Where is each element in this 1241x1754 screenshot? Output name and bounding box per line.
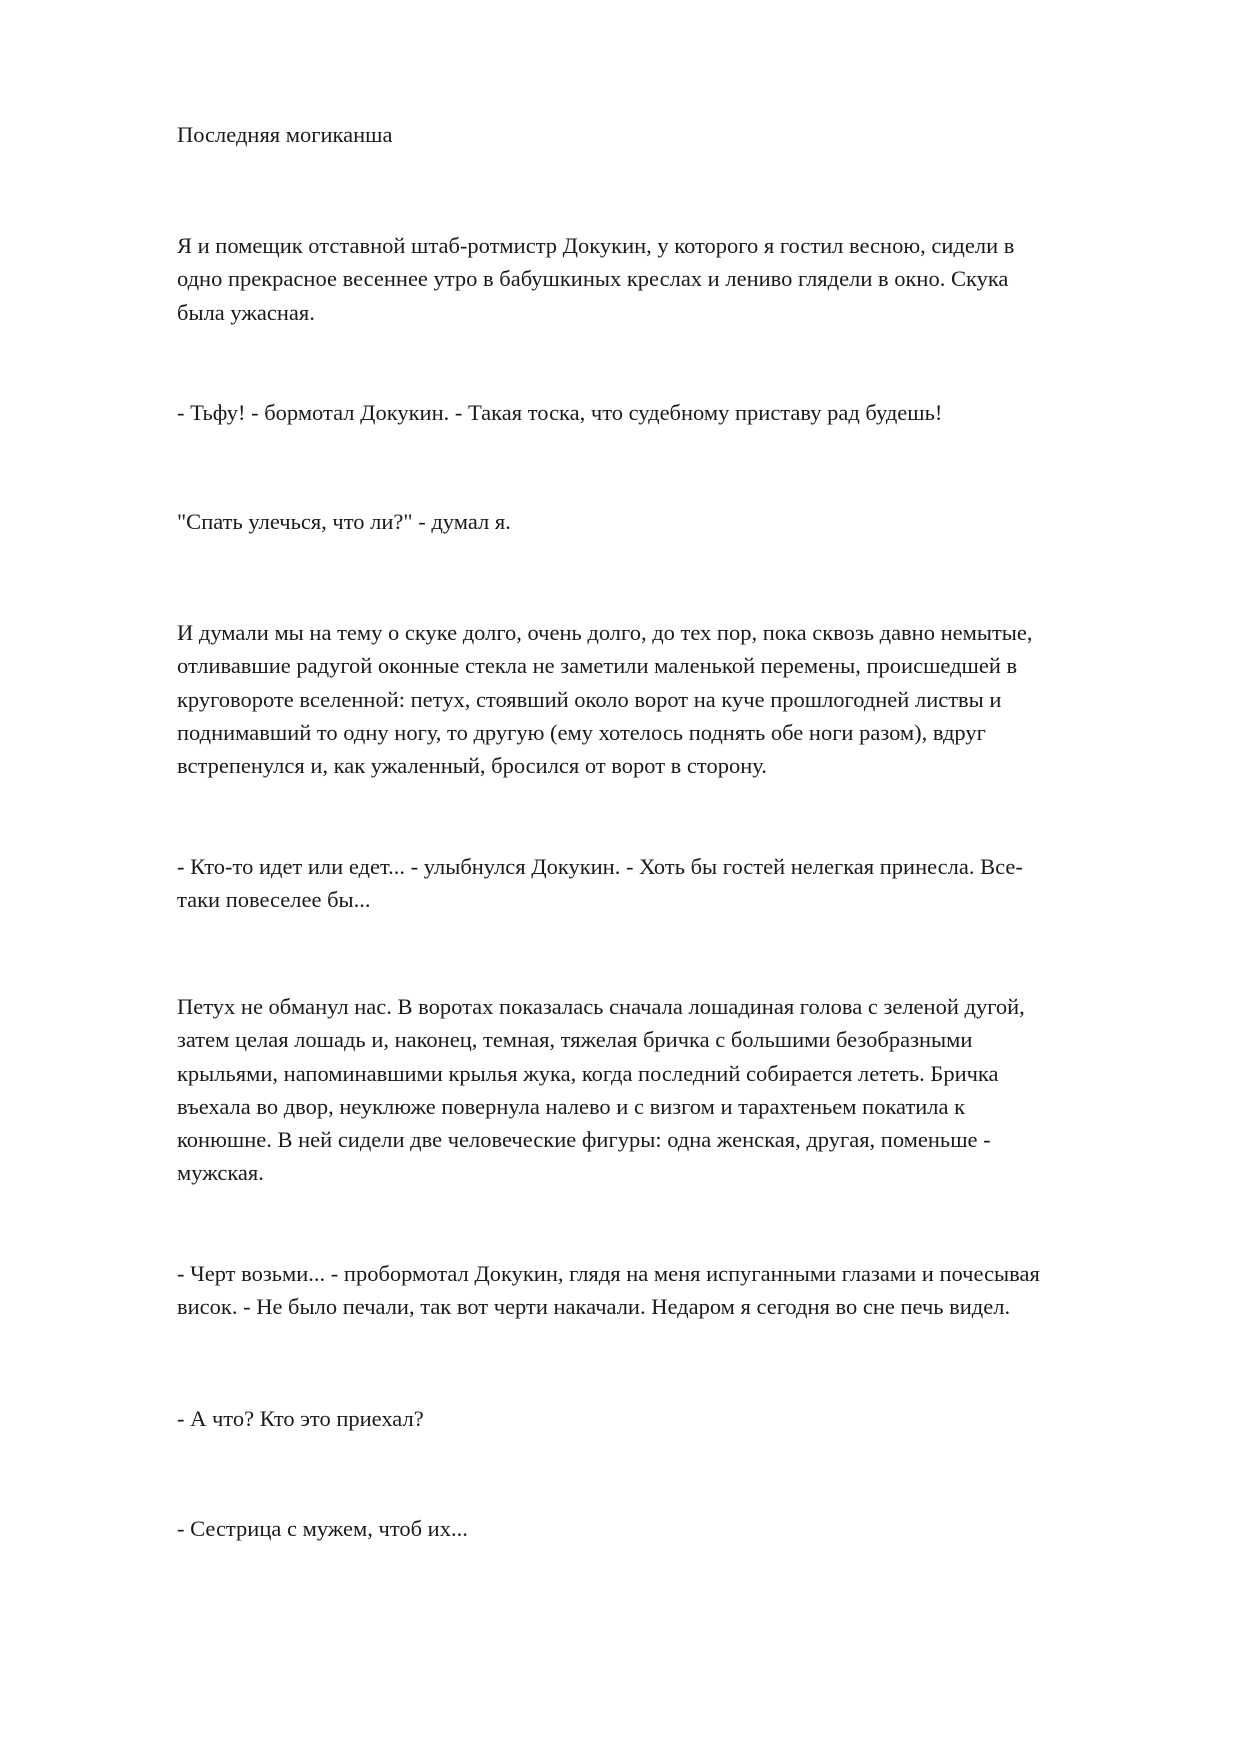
- document-title: Последняя могиканша: [177, 122, 393, 147]
- paragraph-8: - А что? Кто это приехал?: [177, 1406, 424, 1431]
- paragraph-5: - Кто-то идет или едет... - улыбнулся Докукин. - Хоть бы гостей нелегкая принесла. Все- таки повеселее бы...: [177, 854, 1023, 913]
- paragraph-6: Петух не обманул нас. В воротах показалась сначала лошадиная голова с зеленой дугой, затем целая лошадь и, наконец, темная, тяжелая бричка с большими безобразными крыльями, напоминавшими крылья жука, когда последний собирается лететь. Бричка въехала во двор, неуклюже повернула налево и с визгом и тарахтеньем покатила к конюшне. В ней сидели две человеческие фигуры: одна женская, другая, поменьше - мужская.: [177, 994, 1025, 1186]
- paragraph-2: - Тьфу! - бормотал Докукин. - Такая тоска, что судебному приставу рад будешь!: [177, 400, 943, 425]
- paragraph-7: - Черт возьми... - пробормотал Докукин, глядя на меня испуганными глазами и почесывая висок. - Не было печали, так вот черти накачали. Недаром я сегодня во сне печь видел.: [177, 1261, 1040, 1320]
- paragraph-9: - Сестрица с мужем, чтоб их...: [177, 1516, 468, 1541]
- paragraph-4: И думали мы на тему о скуке долго, очень долго, до тех пор, пока сквозь давно немытые, отливавшие радугой оконные стекла не заметили маленькой перемены, происшедшей в круговороте вселенной: петух, стоявший около ворот на куче прошлогодней листвы и поднимавший то одну ногу, то другую (ему хотелось поднять обе ноги разом), вдруг встрепенулся и, как ужаленный, бросился от ворот в сторону.: [177, 620, 1033, 779]
- paragraph-1: Я и помещик отставной штаб-ротмистр Докукин, у которого я гостил весною, сидели в одно прекрасное весеннее утро в бабушкиных креслах и лениво глядели в окно. Скука была ужасная.: [177, 233, 1015, 325]
- paragraph-3: "Спать улечься, что ли?" - думал я.: [177, 509, 511, 534]
